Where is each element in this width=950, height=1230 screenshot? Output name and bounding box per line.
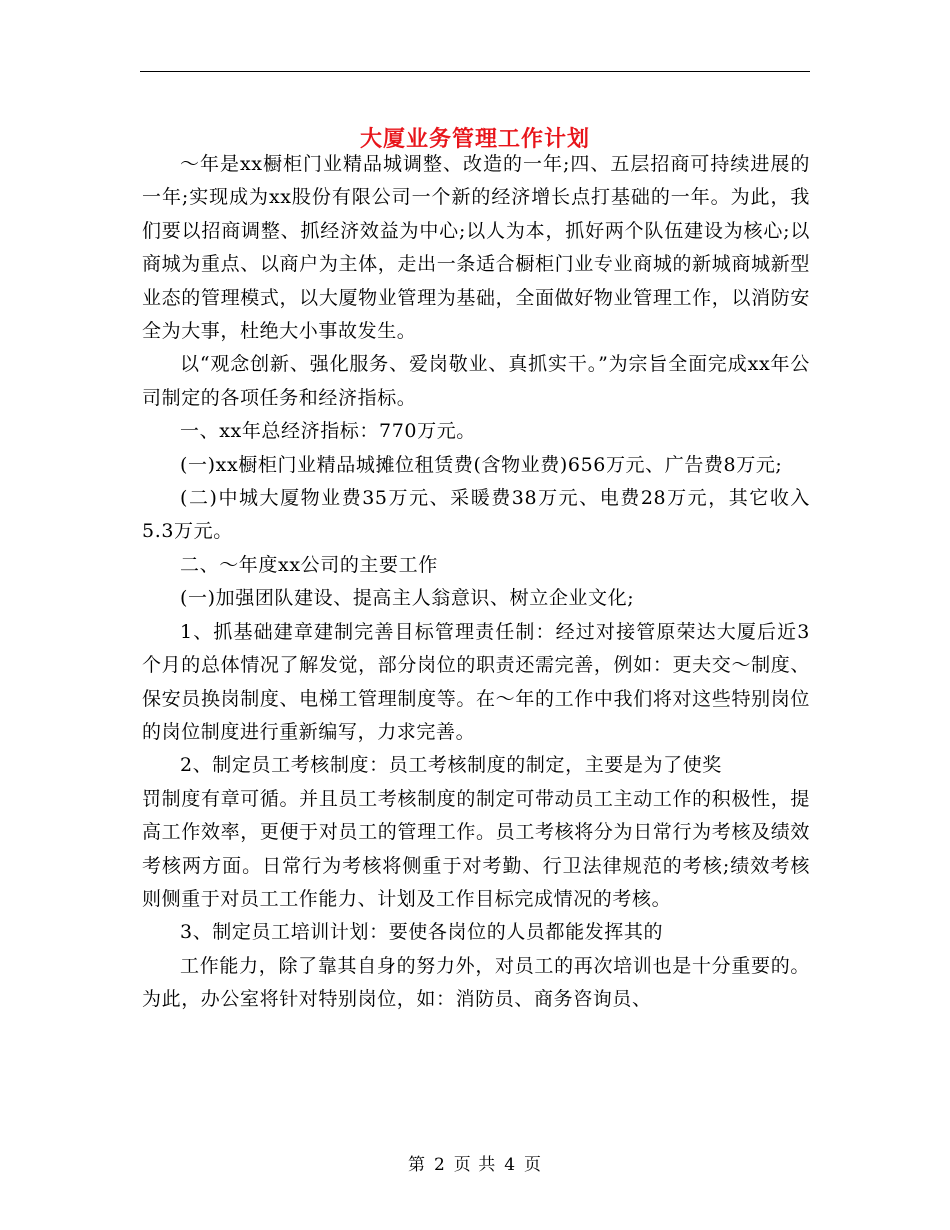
paragraph: 二、～年度xx公司的主要工作 xyxy=(180,553,438,576)
paragraph: 以“观念创新、强化服务、爱岗敬业、真抓实干。”为宗旨全面完成xx年公司制定的各项任务和经济指标。 xyxy=(142,353,810,409)
document-body xyxy=(142,148,810,1017)
header-rule xyxy=(140,71,810,72)
footer-prefix: 第 xyxy=(407,1155,426,1175)
paragraph: (一)xx橱柜门业精品城摊位租赁费(含物业费)656万元、广告费8万元; xyxy=(180,453,783,476)
paragraph: 一、xx年总经济指标：770万元。 xyxy=(180,420,476,443)
paragraph: 3、制定员工培训计划：要使各岗位的人员都能发挥其的 xyxy=(180,921,664,944)
paragraph: 工作能力，除了靠其自身的努力外，对员工的再次培训也是十分重要的。为此，办公室将针对特别岗位，如：消防员、商务咨询员、 xyxy=(142,954,810,1011)
paragraph: (二)中城大厦物业费35万元、采暖费38万元、电费28万元，其它收入5.3万元。 xyxy=(142,487,810,543)
footer-page-number: 2 xyxy=(433,1155,446,1175)
paragraph: 2、制定员工考核制度：员工考核制度的制定，主要是为了使奖 xyxy=(180,754,722,777)
paragraph: 罚制度有章可循。并且员工考核制度的制定可带动员工主动工作的积极性，提高工作效率，更便于对员工的管理工作。员工考核将分为日常行为考核及绩效考核两方面。日常行为考核将侧重于对考勤、行卫法律规范的考核;绩效考核则侧重于对员工工作能力、计划及工作目标完成情况的考核。 xyxy=(142,787,810,910)
footer-middle: 页 共 xyxy=(453,1155,497,1175)
paragraph: (一)加强团队建设、提高主人翁意识、树立企业文化; xyxy=(180,587,635,610)
footer-suffix: 页 xyxy=(524,1155,543,1175)
paragraph: 1、抓基础建章建制完善目标管理责任制：经过对接管原荣达大厦后近3个月的总体情况了解发觉，部分岗位的职责还需完善，例如：更夫交～制度、保安员换岗制度、电梯工管理制度等。在～年的工作中我们将对这些特别岗位的岗位制度进行重新编写，力求完善。 xyxy=(142,620,810,743)
paragraph: ～年是xx橱柜门业精品城调整、改造的一年;四、五层招商可持续进展的一年;实现成为xx股份有限公司一个新的经济增长点打基础的一年。为此，我们要以招商调整、抓经济效益为中心;以人为本，抓好两个队伍建设为核心;以商城为重点、以商户为主体，走出一条适合橱柜门业专业商城的新城商城新型业态的管理模式，以大厦物业管理为基础，全面做好物业管理工作，以消防安全为大事，杜绝大小事故发生。 xyxy=(142,153,810,343)
footer-total-pages: 4 xyxy=(504,1155,517,1175)
page-footer xyxy=(140,1153,810,1177)
document-title: 大厦业务管理工作计划 xyxy=(359,125,590,152)
